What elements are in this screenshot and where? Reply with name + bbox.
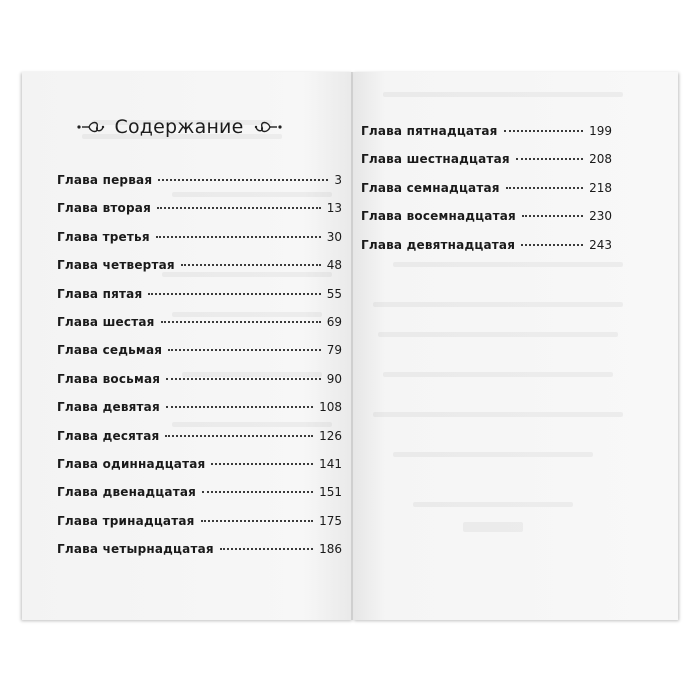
toc-entry — [57, 429, 342, 457]
toc-entry — [57, 372, 342, 400]
toc-entry — [57, 315, 342, 343]
dot-leader — [161, 321, 321, 323]
page-number: 186 — [319, 542, 342, 557]
dot-leader — [522, 215, 583, 217]
chapter-title: Глава седьмая — [57, 343, 163, 358]
toc-entry — [361, 152, 612, 180]
toc-entry — [361, 209, 612, 237]
chapter-title: Глава пятая — [57, 286, 143, 301]
page-number: 208 — [589, 152, 612, 167]
toc-entry — [57, 343, 342, 371]
scroll-ornament-icon — [75, 120, 105, 134]
dot-leader — [181, 264, 321, 266]
page-number: 30 — [326, 229, 342, 244]
dot-leader — [166, 378, 321, 380]
dot-leader — [165, 435, 313, 437]
dot-leader — [201, 520, 314, 522]
toc-entry — [57, 485, 342, 513]
scroll-ornament-icon — [254, 120, 284, 134]
page-number: 48 — [326, 258, 342, 273]
toc-entry — [361, 238, 612, 266]
dot-leader — [504, 130, 584, 132]
toc-entry — [57, 457, 342, 485]
page-number: 79 — [326, 343, 342, 358]
toc-list-right — [361, 124, 612, 266]
page-number: 13 — [326, 201, 342, 216]
dot-leader — [220, 548, 313, 550]
dot-leader — [516, 158, 583, 160]
page-number: 199 — [589, 124, 612, 138]
dot-leader — [506, 187, 583, 189]
toc-entry — [57, 258, 342, 286]
toc-entry — [361, 124, 612, 152]
toc-list-left — [57, 173, 342, 570]
page-number: 141 — [319, 456, 342, 471]
toc-entry — [57, 230, 342, 258]
dot-leader — [156, 236, 321, 238]
dot-leader — [202, 491, 313, 493]
toc-entry — [57, 514, 342, 542]
chapter-title: Глава восемнадцатая — [361, 209, 516, 224]
chapter-title: Глава третья — [57, 229, 150, 244]
page-number: 218 — [589, 180, 612, 195]
toc-entry — [361, 181, 612, 209]
page-number: 230 — [589, 209, 612, 224]
chapter-title: Глава одиннадцатая — [57, 456, 206, 471]
chapter-title: Глава девятнадцатая — [361, 237, 516, 252]
chapter-title: Глава девятая — [57, 400, 160, 415]
chapter-title: Глава вторая — [57, 201, 151, 216]
chapter-title: Глава пятнадцатая — [361, 124, 498, 138]
page-number: 243 — [589, 237, 612, 252]
chapter-title: Глава восьмая — [57, 371, 161, 386]
page-number: 90 — [326, 371, 342, 386]
toc-entry — [57, 287, 342, 315]
page-number: 108 — [319, 400, 342, 415]
dot-leader — [211, 463, 313, 465]
dot-leader — [157, 207, 321, 209]
toc-entry — [57, 201, 342, 229]
toc-entry — [57, 173, 342, 201]
dot-leader — [521, 244, 583, 246]
chapter-title: Глава первая — [57, 173, 153, 187]
toc-header — [36, 116, 322, 138]
chapter-title: Глава тринадцатая — [57, 513, 195, 528]
chapter-title: Глава шестая — [57, 314, 155, 329]
toc-entry — [57, 400, 342, 428]
chapter-title: Глава семнадцатая — [361, 180, 500, 195]
dot-leader — [158, 179, 328, 181]
dot-leader — [166, 406, 313, 408]
toc-entry — [57, 542, 342, 570]
chapter-title: Глава десятая — [57, 428, 160, 443]
chapter-title: Глава двенадцатая — [57, 485, 197, 500]
page-number: 151 — [319, 485, 342, 500]
dot-leader — [168, 349, 321, 351]
page-number: 126 — [319, 428, 342, 443]
page-number: 175 — [319, 513, 342, 528]
page-number: 69 — [326, 314, 342, 329]
chapter-title: Глава четвертая — [57, 258, 175, 273]
toc-title: Содержание — [114, 116, 244, 138]
chapter-title: Глава четырнадцатая — [57, 542, 214, 557]
page-number: 3 — [334, 173, 342, 187]
chapter-title: Глава шестнадцатая — [361, 152, 510, 167]
dot-leader — [148, 293, 320, 295]
page-number: 55 — [326, 286, 342, 301]
